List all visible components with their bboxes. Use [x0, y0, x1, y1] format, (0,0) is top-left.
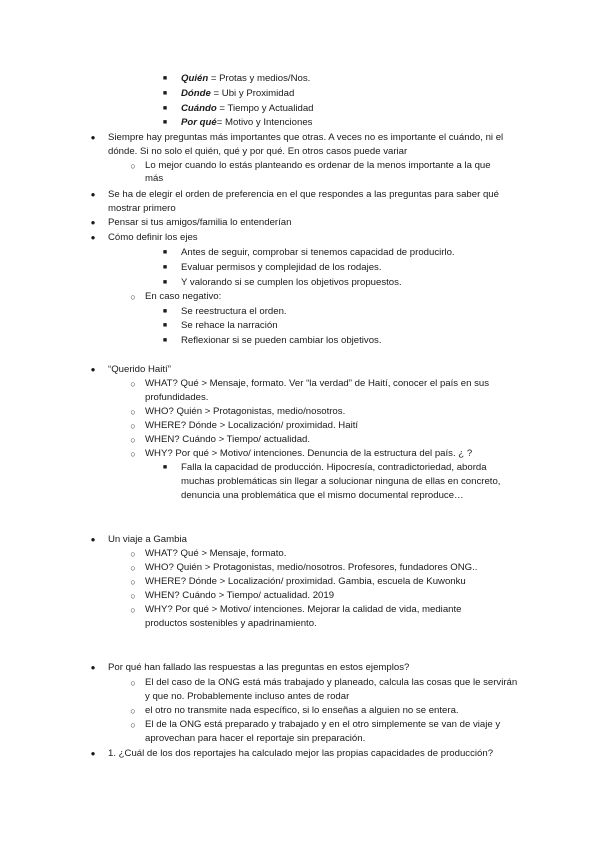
square-bullet: ■	[162, 337, 168, 344]
circle-bullet: ○	[130, 605, 136, 615]
disc-bullet: ●	[90, 365, 96, 374]
list-item: Se reestructura el orden.	[181, 306, 287, 317]
list-item: WHERE? Dónde > Localización/ proximidad. Gambia, escuela de Kuwonku	[145, 576, 466, 587]
paragraph-line: mostrar primero	[108, 203, 176, 214]
list-item: WHERE? Dónde > Localización/ proximidad. Haití	[145, 420, 359, 431]
section-heading: Por qué han fallado las respuestas a las preguntas en estos ejemplos?	[108, 662, 410, 673]
list-item: y que no. Probablemente incluso antes de rodar	[145, 691, 350, 702]
section-heading: Un viaje a Gambia	[108, 534, 187, 545]
disc-bullet: ●	[90, 190, 96, 199]
circle-bullet: ○	[130, 407, 136, 417]
paragraph-line: dónde. Si no solo el quién, qué y por qué. En otros casos puede variar	[108, 146, 408, 157]
square-bullet: ■	[162, 322, 168, 329]
list-item: Evaluar permisos y complejidad de los rodajes.	[181, 262, 382, 273]
list-item: profundidades.	[145, 392, 209, 403]
list-item: WHY? Por qué > Motivo/ intenciones. Denuncia de la estructura del país. ¿ ?	[145, 448, 473, 459]
circle-bullet: ○	[130, 292, 136, 302]
square-bullet: ■	[162, 119, 168, 126]
list-item: Falla la capacidad de producción. Hipocresía, contradictoriedad, aborda	[181, 462, 487, 473]
disc-bullet: ●	[90, 233, 96, 242]
paragraph-line: Siempre hay preguntas más importantes que otras. A veces no es importante el cuándo, ni el	[108, 132, 504, 143]
square-bullet: ■	[162, 464, 168, 471]
circle-bullet: ○	[130, 720, 136, 730]
list-item: WHY? Por qué > Motivo/ intenciones. Mejorar la calidad de vida, mediante	[145, 604, 462, 615]
list-item: Se rehace la narración	[181, 320, 278, 331]
list-item: aprovechan para hacer el reportaje sin preparación.	[145, 733, 366, 744]
square-bullet: ■	[162, 105, 168, 112]
circle-bullet: ○	[130, 706, 136, 716]
list-item: Cuándo = Tiempo y Actualidad	[181, 103, 314, 114]
list-item: productos sostenibles y apadrinamiento.	[145, 618, 317, 629]
list-item: Por qué= Motivo y Intenciones	[181, 117, 313, 128]
list-item: WHO? Quién > Protagonistas, medio/nosotros.	[145, 406, 346, 417]
list-item: Antes de seguir, comprobar si tenemos capacidad de producirlo.	[181, 247, 455, 258]
list-item: WHAT? Qué > Mensaje, formato. Ver “la verdad” de Haití, conocer el país en sus	[145, 378, 490, 389]
list-item: Dónde = Ubi y Proximidad	[181, 88, 295, 99]
disc-bullet: ●	[90, 218, 96, 227]
list-item: WHEN? Cuándo > Tiempo/ actualidad.	[145, 434, 311, 445]
list-item: denuncia una problemática que el mismo documental reproduce…	[181, 490, 464, 501]
square-bullet: ■	[162, 75, 168, 82]
list-item: El de la ONG está preparado y trabajado y en el otro simplemente se van de viaje y	[145, 719, 501, 730]
paragraph-line: más	[145, 173, 164, 184]
circle-bullet: ○	[130, 577, 136, 587]
list-item: WHAT? Qué > Mensaje, formato.	[145, 548, 287, 559]
square-bullet: ■	[162, 249, 168, 256]
circle-bullet: ○	[130, 678, 136, 688]
circle-bullet: ○	[130, 563, 136, 573]
square-bullet: ■	[162, 308, 168, 315]
circle-bullet: ○	[130, 591, 136, 601]
disc-bullet: ●	[90, 749, 96, 758]
disc-bullet: ●	[90, 535, 96, 544]
circle-bullet: ○	[130, 161, 136, 171]
list-item: En caso negativo:	[145, 291, 222, 302]
paragraph-line: Se ha de elegir el orden de preferencia en el que respondes a las preguntas para saber qué	[108, 189, 499, 200]
circle-bullet: ○	[130, 435, 136, 445]
paragraph-line: Pensar si tus amigos/familia lo entenderían	[108, 217, 292, 228]
section-heading: Cómo definir los ejes	[108, 232, 198, 243]
list-item: WHEN? Cuándo > Tiempo/ actualidad. 2019	[145, 590, 335, 601]
list-item: Reflexionar si se pueden cambiar los objetivos.	[181, 335, 382, 346]
circle-bullet: ○	[130, 379, 136, 389]
disc-bullet: ●	[90, 663, 96, 672]
square-bullet: ■	[162, 90, 168, 97]
paragraph-line: Lo mejor cuando lo estás planteando es ordenar de la menos importante a la que	[145, 160, 491, 171]
list-item: El del caso de la ONG está más trabajado y planeado, calcula las cosas que le servirán	[145, 677, 518, 688]
list-item: WHO? Quién > Protagonistas, medio/nosotros. Profesores, fundadores ONG..	[145, 562, 478, 573]
circle-bullet: ○	[130, 549, 136, 559]
square-bullet: ■	[162, 279, 168, 286]
list-item: muchas problemáticas sin llegar a solucionar ninguna de ellas en concreto,	[181, 476, 501, 487]
disc-bullet: ●	[90, 133, 96, 142]
list-item: Quién = Protas y medios/Nos.	[181, 73, 311, 84]
circle-bullet: ○	[130, 449, 136, 459]
list-item: Y valorando si se cumplen los objetivos propuestos.	[181, 277, 402, 288]
section-heading: “Querido Haití”	[108, 364, 171, 375]
square-bullet: ■	[162, 264, 168, 271]
list-item: el otro no transmite nada específico, si lo enseñas a alguien no se entera.	[145, 705, 459, 716]
question-line: 1. ¿Cuál de los dos reportajes ha calculado mejor las propias capacidades de producción?	[108, 748, 494, 759]
circle-bullet: ○	[130, 421, 136, 431]
